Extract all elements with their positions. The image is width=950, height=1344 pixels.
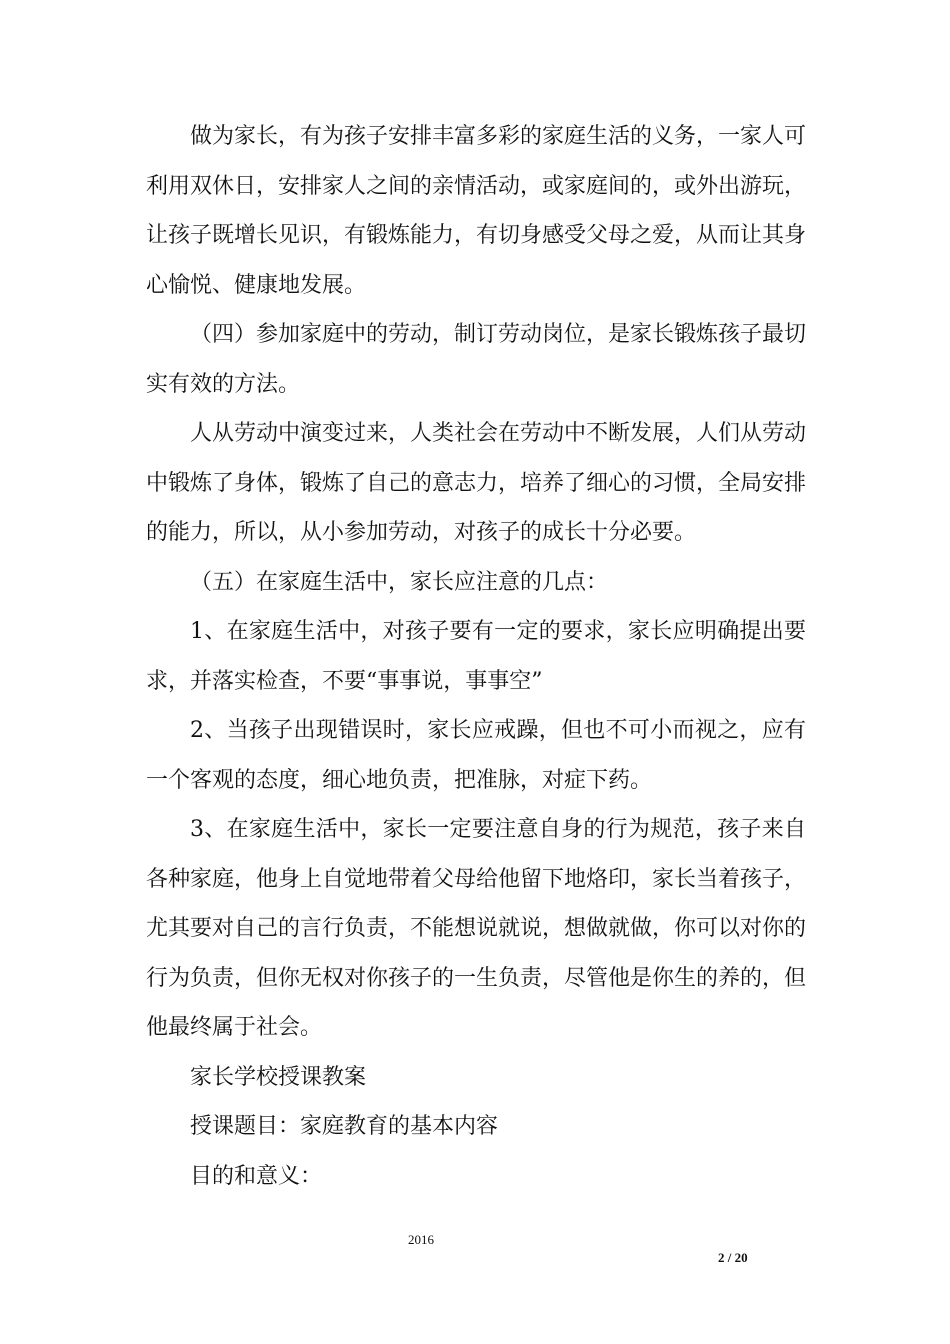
lesson-topic: 授课题目：家庭教育的基本内容 (190, 1114, 499, 1139)
paragraph-4: （五）在家庭生活中，家长应注意的几点： (190, 569, 609, 595)
footer-year: 2016 (408, 1232, 434, 1247)
document-body (146, 112, 806, 1201)
paragraph-3: 人从劳动中演变过来，人类社会在劳动中不断发展，人们从劳动中锻炼了身体，锻炼了自己的意志力，培养了细心的习惯，全局安排的能力，所以，从小参加劳动，对孩子的成长十分必要。 (146, 421, 807, 545)
paragraph-2: （四）参加家庭中的劳动，制订劳动岗位，是家长锻炼孩子最切实有效的方法。 (146, 322, 807, 397)
lesson-purpose-label: 目的和意义： (190, 1163, 323, 1189)
paragraph-7: 3、在家庭生活中，家长一定要注意自身的行为规范，孩子来自各种家庭，他身上自觉地带着父母给他留下地烙印，家长当着孩子，尤其要对自己的言行负责，不能想说就说，想做就做，你可以对你的行为负责，但你无权对你孩子的一生负责，尽管他是你生的养的，但他最终属于社会。 (146, 817, 807, 1040)
paragraph-5: 1、在家庭生活中，对孩子要有一定的要求，家长应明确提出要求，并落实检查，不要“事事说，事事空” (146, 619, 806, 694)
paragraph-6: 2、当孩子出现错误时，家长应戒躁，但也不可小而视之，应有一个客观的态度，细心地负责，把准脉，对症下药。 (146, 718, 806, 793)
section-heading-lesson-plan: 家长学校授课教案 (190, 1064, 367, 1090)
page-number: 2 / 20 (718, 1250, 748, 1265)
paragraph-1: 做为家长，有为孩子安排丰富多彩的家庭生活的义务，一家人可利用双休日，安排家人之间的亲情活动，或家庭间的，或外出游玩，让孩子既增长见识，有锻炼能力，有切身感受父母之爱，从而让其身心愉悦、健康地发展。 (146, 124, 807, 298)
